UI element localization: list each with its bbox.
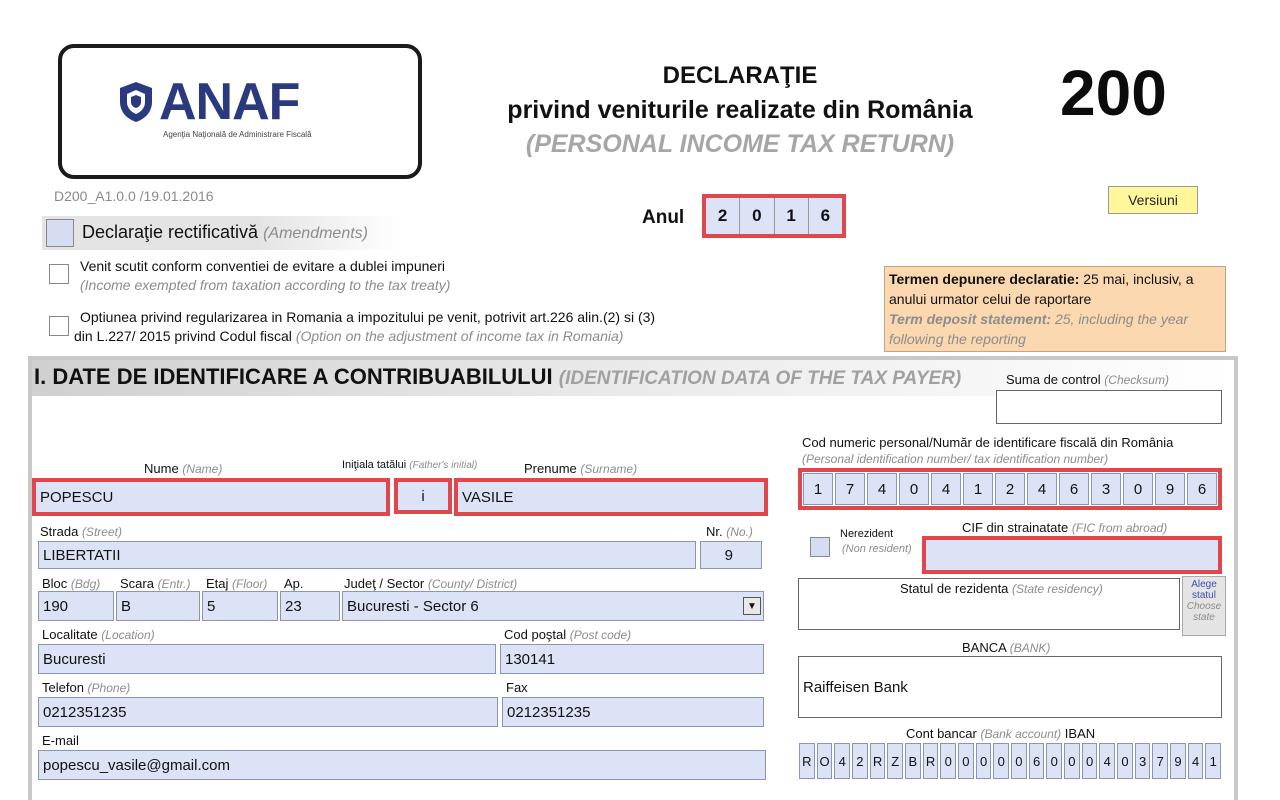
entrance-input[interactable]: B (116, 591, 200, 621)
cnp-digit[interactable]: 1 (963, 473, 993, 505)
non-resident-checkbox[interactable] (810, 537, 830, 557)
bank-account-label (906, 726, 1095, 741)
number-label-ro: Nr. (706, 524, 723, 539)
floor-input[interactable]: 5 (202, 591, 278, 621)
year-digit[interactable]: 0 (740, 198, 774, 234)
iban-char[interactable]: 4 (1099, 743, 1115, 779)
residency-state-label-ro: Statul de rezidenta (900, 581, 1009, 596)
checksum-label-ro: Suma de control (1006, 372, 1101, 387)
year-digit[interactable]: 2 (706, 198, 740, 234)
non-resident-label-en: (Non resident) (842, 543, 912, 555)
iban-char[interactable]: 3 (1135, 743, 1151, 779)
cnp-label-en: (Personal identification number/ tax identification number) (802, 452, 1109, 466)
choose-state-label-en: Choose state (1186, 601, 1222, 623)
entrance-label-ro: Scara (120, 576, 154, 591)
surname-label-en: (Surname) (580, 462, 638, 476)
form-version: D200_A1.0.0 /19.01.2016 (54, 188, 214, 204)
county-label-en: (County/ District) (427, 577, 518, 591)
name-label-en: (Name) (182, 462, 223, 476)
iban-char[interactable]: 0 (976, 743, 992, 779)
cnp-digit[interactable]: 4 (867, 473, 897, 505)
iban-char[interactable]: 6 (1029, 743, 1045, 779)
iban-label: IBAN (1064, 726, 1096, 741)
postcode-label (504, 627, 631, 642)
cnp-digit[interactable]: 7 (835, 473, 865, 505)
form-subtitle: privind veniturile realizate din România (507, 96, 973, 124)
foreign-fic-label-en: (FIC from abroad) (1071, 521, 1168, 535)
iban-char[interactable]: R (799, 743, 815, 779)
bank-label-en: (BANK) (1009, 641, 1051, 655)
deadline-label-en: Term deposit statement: (889, 311, 1052, 327)
fax-label: Fax (506, 680, 528, 695)
entrance-label-en: (Entr.) (157, 577, 191, 591)
phone-input[interactable]: 0212351235 (38, 697, 498, 727)
section-title (34, 364, 961, 390)
county-select-value: Bucuresti - Sector 6 (347, 597, 479, 615)
county-select[interactable] (342, 591, 764, 621)
name-label (144, 461, 222, 476)
surname-input[interactable]: VASILE (454, 478, 768, 516)
dropdown-arrow-icon[interactable]: ▼ (743, 597, 761, 615)
surname-label (524, 461, 637, 476)
foreign-fic-label-ro: CIF din strainatate (962, 520, 1069, 535)
section-title-en: (IDENTIFICATION DATA OF THE TAX PAYER) (558, 368, 962, 389)
street-label-en: (Street) (81, 525, 122, 539)
floor-label (206, 576, 267, 591)
cnp-digit[interactable]: 4 (931, 473, 961, 505)
exempt-income-checkbox[interactable] (49, 264, 69, 284)
bank-account-label-ro: Cont bancar (906, 726, 977, 741)
cnp-digit[interactable]: 4 (1027, 473, 1057, 505)
iban-char[interactable]: 4 (834, 743, 850, 779)
choose-state-label-ro: Alege statul (1191, 579, 1217, 601)
email-input[interactable]: popescu_vasile@gmail.com (38, 750, 766, 780)
foreign-fic-label (962, 520, 1167, 535)
building-label-en: (Bdg) (70, 577, 101, 591)
building-input[interactable]: 190 (38, 591, 114, 621)
cnp-label: Cod numeric personal/Număr de identificare fiscală din România (802, 435, 1174, 450)
cnp-digit[interactable]: 3 (1091, 473, 1121, 505)
phone-label-en: (Phone) (87, 681, 131, 695)
residency-state-label (900, 581, 1103, 596)
checksum-input[interactable] (996, 390, 1222, 424)
iban-char[interactable]: B (905, 743, 921, 779)
number-label-en: (No.) (726, 525, 753, 539)
number-label (706, 524, 753, 539)
shield-icon (117, 80, 155, 124)
iban-char[interactable]: 0 (1046, 743, 1062, 779)
father-initial-label-en: (Father's initial) (409, 460, 478, 471)
year-digit[interactable]: 6 (809, 198, 842, 234)
building-label-ro: Bloc (42, 576, 68, 591)
deadline-text-en: 25, including the year following the reporting (889, 311, 1189, 347)
name-input[interactable]: POPESCU (32, 478, 390, 516)
form-title: DECLARAŢIE (662, 62, 818, 89)
iban-char[interactable]: O (817, 743, 833, 779)
section-title-ro: I. DATE DE IDENTIFICARE A CONTRIBUABILULUI (34, 364, 553, 389)
tax-adjustment-checkbox[interactable] (49, 316, 69, 336)
entrance-label (120, 576, 190, 591)
iban-char[interactable]: 1 (1205, 743, 1221, 779)
phone-label-ro: Telefon (42, 680, 84, 695)
cnp-digit[interactable]: 9 (1155, 473, 1185, 505)
anaf-logo-box (58, 44, 422, 179)
location-label-ro: Localitate (42, 627, 98, 642)
form-title-english: (PERSONAL INCOME TAX RETURN) (525, 130, 955, 158)
iban-input[interactable] (798, 742, 1222, 780)
iban-char[interactable]: 0 (940, 743, 956, 779)
postcode-input[interactable]: 130141 (500, 644, 764, 674)
number-input[interactable]: 9 (700, 541, 762, 569)
postcode-label-en: (Post code) (569, 628, 632, 642)
logo-text: ANAF (159, 73, 300, 131)
iban-char[interactable]: 7 (1152, 743, 1168, 779)
iban-char[interactable]: 0 (958, 743, 974, 779)
cnp-digit[interactable]: 1 (803, 473, 833, 505)
year-label: Anul (642, 207, 685, 228)
building-label (42, 576, 100, 591)
year-digit[interactable]: 1 (775, 198, 809, 234)
versiuni-button[interactable]: Versiuni (1108, 186, 1198, 214)
father-initial-input[interactable]: i (394, 478, 452, 514)
non-resident-label: Nerezident (840, 528, 894, 540)
cnp-digit[interactable]: 6 (1187, 473, 1217, 505)
choose-state-button[interactable] (1182, 576, 1226, 636)
foreign-fic-input[interactable] (922, 536, 1222, 574)
tax-adjustment-label-en: (Option on the adjustment of income tax in Romania) (295, 328, 624, 344)
floor-label-ro: Etaj (206, 576, 229, 591)
apartment-input[interactable]: 23 (280, 591, 340, 621)
iban-char[interactable]: 0 (993, 743, 1009, 779)
iban-char[interactable]: 0 (1011, 743, 1027, 779)
tax-adjustment-label: Optiunea privind regularizarea in Romania a impozitului pe venit, potrivit art.226 alin.(2) si (3) (80, 309, 656, 325)
exempt-income-label: Venit scutit conform conventiei de evitare a dublei impuneri (80, 258, 445, 274)
form-number: 200 (1060, 57, 1167, 129)
father-initial-label-ro: Iniţiala tatălui (342, 459, 407, 471)
deadline-text: 25 mai, inclusiv, a anului urmator celui de raportare (889, 271, 1194, 307)
amendment-label (82, 222, 368, 243)
iban-char[interactable]: R (870, 743, 886, 779)
amendment-label-ro: Declaraţie rectificativă (82, 222, 259, 242)
iban-char[interactable]: 4 (1188, 743, 1204, 779)
amendment-checkbox[interactable] (46, 219, 74, 247)
bank-label (962, 640, 1050, 655)
county-label-ro: Judeţ / Sector (344, 576, 425, 591)
cnp-digit[interactable]: 6 (1059, 473, 1089, 505)
iban-char[interactable]: Z (887, 743, 903, 779)
street-label-ro: Strada (40, 524, 79, 539)
anaf-logo (117, 73, 377, 146)
bank-label-ro: BANCA (962, 640, 1007, 655)
location-label (42, 627, 155, 642)
deadline-notice (884, 266, 1226, 352)
bank-input[interactable]: Raiffeisen Bank (798, 656, 1222, 718)
cnp-input[interactable] (798, 468, 1222, 510)
street-label (40, 524, 122, 539)
cnp-digit[interactable]: 0 (1123, 473, 1153, 505)
amendment-label-en: (Amendments) (263, 225, 368, 242)
logo-subtitle: Agenţia Naţională de Administrare Fiscală (163, 130, 312, 139)
iban-char[interactable]: 0 (1082, 743, 1098, 779)
iban-char[interactable]: 0 (1117, 743, 1133, 779)
checksum-label (1006, 372, 1169, 387)
name-label-ro: Nume (144, 461, 179, 476)
cnp-digit[interactable]: 0 (899, 473, 929, 505)
apartment-label: Ap. (284, 576, 304, 591)
phone-label (42, 680, 130, 695)
fax-input[interactable]: 0212351235 (502, 697, 764, 727)
iban-char[interactable]: R (923, 743, 939, 779)
county-label (344, 576, 517, 591)
iban-char[interactable]: 0 (1064, 743, 1080, 779)
location-label-en: (Location) (101, 628, 155, 642)
iban-char[interactable]: 2 (852, 743, 868, 779)
residency-state-label-en: (State residency) (1012, 582, 1103, 596)
year-input[interactable] (702, 194, 846, 238)
email-label: E-mail (42, 733, 79, 748)
location-input[interactable]: Bucuresti (38, 644, 496, 674)
tax-adjustment-label-ro: din L.227/ 2015 privind Codul fiscal (74, 328, 292, 344)
floor-label-en: (Floor) (232, 577, 268, 591)
father-initial-label (342, 459, 477, 471)
street-input[interactable]: LIBERTATII (38, 541, 696, 569)
iban-char[interactable]: 9 (1170, 743, 1186, 779)
checksum-label-en: (Checksum) (1104, 373, 1169, 387)
cnp-digit[interactable]: 2 (995, 473, 1025, 505)
postcode-label-ro: Cod poştal (504, 627, 567, 642)
exempt-income-label-en: (Income exempted from taxation according to the tax treaty) (80, 277, 451, 293)
surname-label-ro: Prenume (524, 461, 577, 476)
deadline-label: Termen depunere declaratie: (889, 271, 1080, 287)
tax-adjustment-label-2 (74, 328, 623, 344)
bank-account-label-en: (Bank account) (980, 727, 1062, 741)
